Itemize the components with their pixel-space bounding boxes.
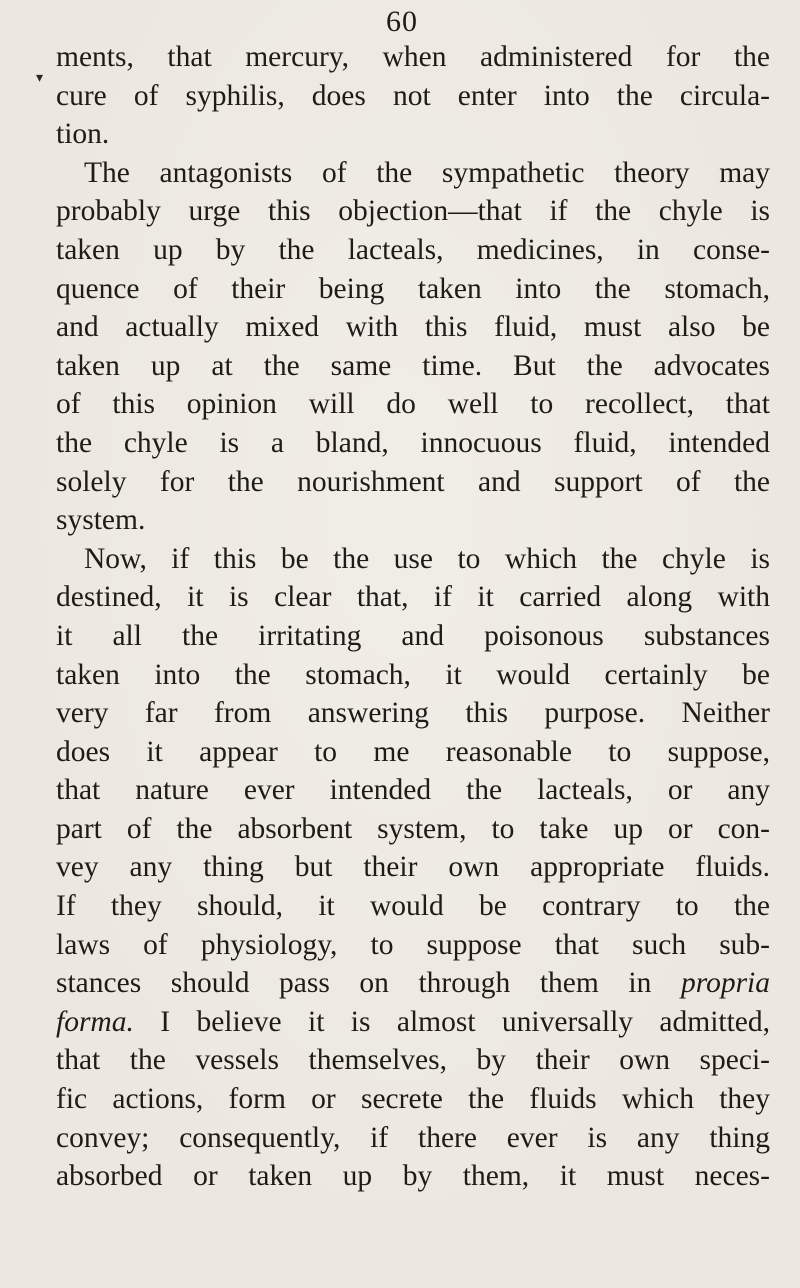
text-line: and actually mixed with this fluid, must also be — [56, 311, 770, 344]
text-line: part of the absorbent system, to take up or con- — [56, 812, 770, 845]
text-line: it all the irritating and poisonous substances — [56, 619, 770, 652]
text-line: solely for the nourishment and support of the — [56, 465, 770, 498]
text-line: taken up at the same time. But the advocates — [56, 349, 770, 382]
text-line: very far from answering this purpose. Neither — [56, 697, 770, 730]
text-line: of this opinion will do well to recollect, that — [56, 388, 770, 421]
text-line: ments, that mercury, when administered for the — [56, 41, 770, 73]
text-line: probably urge this objection—that if the chyle is — [56, 195, 770, 228]
body-text — [56, 38, 770, 1196]
text-line: convey; consequently, if there ever is any thing — [56, 1121, 770, 1154]
text-line: tion. — [56, 118, 110, 151]
text-line: stances should pass on through them in propria — [56, 967, 770, 1000]
text-line: does it appear to me reasonable to suppose, — [56, 735, 770, 768]
text-line: the chyle is a bland, innocuous fluid, intended — [56, 426, 770, 459]
text-line: that the vessels themselves, by their own speci- — [56, 1044, 770, 1077]
text-line: The antagonists of the sympathetic theory may — [84, 156, 770, 189]
margin-mark: ▾ — [36, 71, 44, 86]
text-line: Now, if this be the use to which the chyle is — [84, 542, 770, 575]
text-line: If they should, it would be contrary to the — [56, 890, 770, 923]
text-line: taken into the stomach, it would certainly be — [56, 658, 770, 691]
text-line: system. — [56, 504, 146, 537]
text-line: cure of syphilis, does not enter into the circula- — [56, 79, 770, 112]
text-line: taken up by the lacteals, medicines, in conse- — [56, 233, 770, 266]
text-line: destined, it is clear that, if it carried along with — [56, 581, 770, 614]
text-line: that nature ever intended the lacteals, or any — [56, 774, 770, 807]
text-line: laws of physiology, to suppose that such sub- — [56, 928, 770, 961]
text-line: vey any thing but their own appropriate fluids. — [56, 851, 770, 884]
text-line: fic actions, form or secrete the fluids which they — [56, 1083, 770, 1116]
text-line: absorbed or taken up by them, it must neces- — [56, 1160, 770, 1193]
page-number: 60 — [386, 5, 418, 38]
text-line: quence of their being taken into the stomach, — [56, 272, 770, 305]
text-line: forma. I believe it is almost universally admitted, — [56, 1005, 770, 1038]
